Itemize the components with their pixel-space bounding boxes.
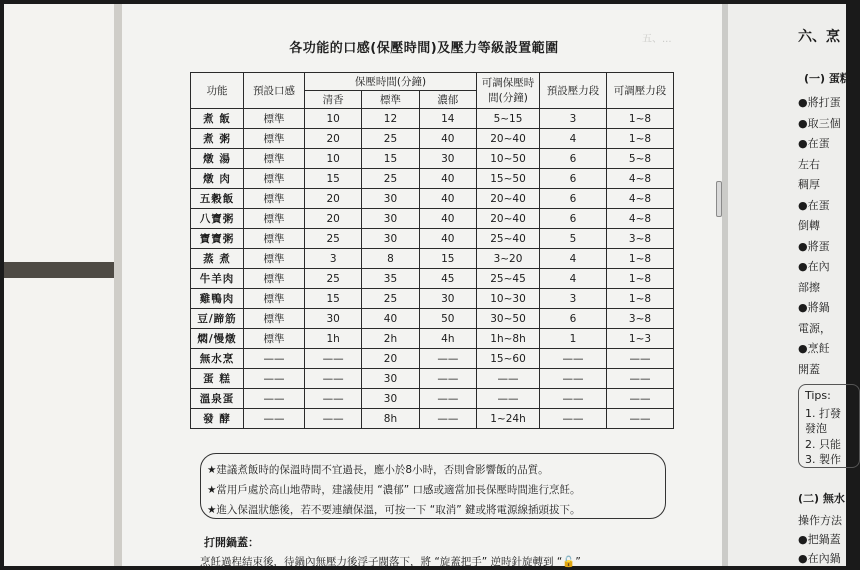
value-cell: 20~40 <box>477 129 540 149</box>
value-cell: 標準 <box>244 189 305 209</box>
section2-heading: (二) 無水 <box>798 492 845 505</box>
table-row <box>191 209 674 229</box>
value-cell: 1~8 <box>607 129 674 149</box>
value-cell: 1 <box>540 329 607 349</box>
table-row <box>191 349 674 369</box>
value-cell: 30~50 <box>477 309 540 329</box>
value-cell: 15 <box>305 289 362 309</box>
value-cell: 25 <box>305 269 362 289</box>
value-cell: 20 <box>305 209 362 229</box>
note-line: ★當用戶處於高山地帶時，建議使用 “濃郁” 口感或適當加長保壓時間進行烹飪。 <box>207 484 581 496</box>
value-cell: 50 <box>419 309 476 329</box>
value-cell: 6 <box>540 189 607 209</box>
header-function: 功能 <box>191 73 244 109</box>
value-cell: 6 <box>540 169 607 189</box>
value-cell: 4h <box>419 329 476 349</box>
value-cell: 1~8 <box>607 269 674 289</box>
value-cell: 40 <box>419 129 476 149</box>
value-cell: —— <box>305 389 362 409</box>
value-cell: 3 <box>540 109 607 129</box>
value-cell: 30 <box>362 369 419 389</box>
value-cell: 3~20 <box>477 249 540 269</box>
value-cell: 標準 <box>244 309 305 329</box>
value-cell: 標準 <box>244 249 305 269</box>
value-cell: 2h <box>362 329 419 349</box>
page-title: 各功能的口感(保壓時間)及壓力等級設置範圍 <box>289 41 559 56</box>
value-cell: 15~60 <box>477 349 540 369</box>
value-cell: —— <box>540 369 607 389</box>
header-hold-time: 保壓時間(分鐘) <box>305 73 477 91</box>
value-cell: 25~45 <box>477 269 540 289</box>
value-cell: —— <box>305 369 362 389</box>
table-row <box>191 249 674 269</box>
value-cell: —— <box>305 409 362 429</box>
note-line: ★進入保溫狀態後，若不要連續保溫，可按一下 “取消” 鍵或將電源線插頭拔下。 <box>207 504 581 516</box>
header-standard: 標準 <box>362 91 419 109</box>
next-page-line: ●將蛋 <box>798 239 830 253</box>
value-cell: —— <box>244 369 305 389</box>
next-page-line: 1. 打發 <box>805 406 841 420</box>
value-cell: 25 <box>362 289 419 309</box>
next-page-line: ●在蛋 <box>798 198 830 212</box>
next-page-line: 操作方法 <box>798 514 842 527</box>
table-row <box>191 149 674 169</box>
notes-box <box>200 453 666 519</box>
function-cell: 五穀飯 <box>191 189 244 209</box>
value-cell: 5~8 <box>607 149 674 169</box>
value-cell: 5~15 <box>477 109 540 129</box>
photo-frame <box>4 4 851 568</box>
value-cell: 40 <box>419 229 476 249</box>
value-cell: 15 <box>305 169 362 189</box>
value-cell: —— <box>419 369 476 389</box>
value-cell: —— <box>607 409 674 429</box>
value-cell: 14 <box>419 109 476 129</box>
value-cell: —— <box>540 409 607 429</box>
function-cell: 寶寶粥 <box>191 229 244 249</box>
value-cell: 20~40 <box>477 209 540 229</box>
next-page-line: ●把鍋蓋 <box>798 533 841 546</box>
value-cell: 20~40 <box>477 189 540 209</box>
next-page-line: 發泡 <box>805 422 827 435</box>
value-cell: 標準 <box>244 129 305 149</box>
value-cell: 標準 <box>244 169 305 189</box>
table-row <box>191 369 674 389</box>
function-cell: 無水烹 <box>191 349 244 369</box>
value-cell: 30 <box>419 289 476 309</box>
value-cell: —— <box>607 389 674 409</box>
value-cell: 40 <box>419 189 476 209</box>
value-cell: 4 <box>540 249 607 269</box>
table-row <box>191 229 674 249</box>
function-cell: 牛羊肉 <box>191 269 244 289</box>
value-cell: 1~8 <box>607 109 674 129</box>
function-cell: 燉 肉 <box>191 169 244 189</box>
value-cell: 10 <box>305 149 362 169</box>
open-lid-text: 烹飪過程結束後，待鍋內無壓力後浮子閥落下，將 “旋蓋把手” 逆時針旋轉到 “🔓” <box>200 556 581 568</box>
next-page-line: ●將打蛋 <box>798 96 841 109</box>
header-rich: 濃郁 <box>419 91 476 109</box>
value-cell: 8 <box>362 249 419 269</box>
value-cell: 4 <box>540 129 607 149</box>
table-row <box>191 129 674 149</box>
function-cell: 蛋 糕 <box>191 369 244 389</box>
value-cell: 30 <box>362 389 419 409</box>
value-cell: 標準 <box>244 109 305 129</box>
function-cell: 溫泉蛋 <box>191 389 244 409</box>
next-page-line: ●在蛋 <box>798 137 830 150</box>
next-page-line: 部擦 <box>798 280 820 294</box>
value-cell: 20 <box>305 129 362 149</box>
value-cell: 1~8 <box>607 289 674 309</box>
value-cell: 15 <box>419 249 476 269</box>
next-page-line: 倒轉 <box>798 219 820 232</box>
value-cell: 15 <box>362 149 419 169</box>
value-cell: —— <box>244 409 305 429</box>
value-cell: 30 <box>419 149 476 169</box>
table-row <box>191 289 674 309</box>
table-row <box>191 109 674 129</box>
value-cell: 35 <box>362 269 419 289</box>
table-row <box>191 389 674 409</box>
value-cell: 12 <box>362 109 419 129</box>
value-cell: —— <box>607 369 674 389</box>
value-cell: 標準 <box>244 149 305 169</box>
value-cell: 標準 <box>244 229 305 249</box>
function-cell: 發 酵 <box>191 409 244 429</box>
value-cell: 1~3 <box>607 329 674 349</box>
value-cell: 標準 <box>244 269 305 289</box>
function-cell: 蒸 煮 <box>191 249 244 269</box>
value-cell: 1h~8h <box>477 329 540 349</box>
value-cell: 1~24h <box>477 409 540 429</box>
value-cell: 30 <box>362 189 419 209</box>
bleed-through-text: 五、... <box>642 34 672 45</box>
value-cell: 15~50 <box>477 169 540 189</box>
value-cell: —— <box>540 349 607 369</box>
value-cell: 4~8 <box>607 209 674 229</box>
value-cell: 標準 <box>244 329 305 349</box>
value-cell: 25 <box>305 229 362 249</box>
value-cell: —— <box>540 389 607 409</box>
value-cell: —— <box>244 389 305 409</box>
background-wall <box>4 4 122 566</box>
next-page <box>728 4 851 566</box>
value-cell: 45 <box>419 269 476 289</box>
value-cell: 20 <box>305 189 362 209</box>
value-cell: 40 <box>362 309 419 329</box>
function-cell: 豆/蹄筋 <box>191 309 244 329</box>
value-cell: —— <box>477 369 540 389</box>
value-cell: 3~8 <box>607 309 674 329</box>
next-page-line: 稠厚 <box>798 178 820 191</box>
table-row <box>191 309 674 329</box>
value-cell: 4~8 <box>607 169 674 189</box>
next-page-line: ●在內 <box>798 260 830 273</box>
function-cell: 燜/慢燉 <box>191 329 244 349</box>
table-row <box>191 169 674 189</box>
value-cell: 10~50 <box>477 149 540 169</box>
value-cell: 30 <box>362 229 419 249</box>
value-cell: 20 <box>362 349 419 369</box>
table-row <box>191 329 674 349</box>
value-cell: 25 <box>362 169 419 189</box>
value-cell: 6 <box>540 309 607 329</box>
next-page-line: 2. 只能 <box>805 437 841 451</box>
value-cell: 10~30 <box>477 289 540 309</box>
value-cell: —— <box>477 389 540 409</box>
header-default-pressure: 預設壓力段 <box>540 73 607 109</box>
function-cell: 煮 飯 <box>191 109 244 129</box>
value-cell: 1h <box>305 329 362 349</box>
value-cell: 30 <box>305 309 362 329</box>
value-cell: 4~8 <box>607 189 674 209</box>
value-cell: 6 <box>540 149 607 169</box>
header-adjustable-pressure: 可調壓力段 <box>607 73 674 109</box>
next-page-line: ●在內鍋 <box>798 552 841 565</box>
value-cell: —— <box>419 349 476 369</box>
table-body <box>191 109 674 429</box>
header-default-taste: 預設口感 <box>244 73 305 109</box>
value-cell: 25~40 <box>477 229 540 249</box>
settings-table <box>190 72 674 429</box>
next-page-line: ●烹飪 <box>798 342 830 355</box>
tips-box <box>798 384 860 468</box>
next-page-subheading: (一) 蛋糕 <box>804 72 851 85</box>
table-row <box>191 189 674 209</box>
value-cell: 40 <box>419 169 476 189</box>
header-light: 清香 <box>305 91 362 109</box>
value-cell: 1~8 <box>607 249 674 269</box>
staple <box>716 181 722 217</box>
value-cell: —— <box>419 409 476 429</box>
value-cell: 8h <box>362 409 419 429</box>
value-cell: 40 <box>419 209 476 229</box>
value-cell: —— <box>607 349 674 369</box>
next-page-line: 電源， <box>798 321 831 335</box>
function-cell: 燉 湯 <box>191 149 244 169</box>
value-cell: 5 <box>540 229 607 249</box>
value-cell: 25 <box>362 129 419 149</box>
next-page-line: Tips: <box>805 389 831 402</box>
header-adjustable-time: 可調保壓時間(分鐘) <box>477 73 540 109</box>
note-line: ★建議煮飯時的保溫時間不宜過長，應小於8小時，否則會影響飯的品質。 <box>207 464 549 476</box>
value-cell: —— <box>244 349 305 369</box>
next-page-line: 開蓋 <box>798 362 820 376</box>
value-cell: 4 <box>540 269 607 289</box>
next-page-heading: 六、烹 <box>798 29 840 45</box>
next-page-line: 3. 製作 <box>805 453 841 466</box>
value-cell: —— <box>305 349 362 369</box>
value-cell: 標準 <box>244 209 305 229</box>
wall-seam <box>4 262 122 278</box>
table-row <box>191 409 674 429</box>
value-cell: 3 <box>305 249 362 269</box>
value-cell: 標準 <box>244 289 305 309</box>
table-row <box>191 269 674 289</box>
value-cell: —— <box>419 389 476 409</box>
value-cell: 30 <box>362 209 419 229</box>
function-cell: 八寶粥 <box>191 209 244 229</box>
function-cell: 雞鴨肉 <box>191 289 244 309</box>
manual-page <box>122 4 726 566</box>
value-cell: 3~8 <box>607 229 674 249</box>
value-cell: 6 <box>540 209 607 229</box>
open-lid-title: 打開鍋蓋： <box>204 536 259 549</box>
value-cell: 10 <box>305 109 362 129</box>
value-cell: 3 <box>540 289 607 309</box>
function-cell: 煮 粥 <box>191 129 244 149</box>
next-page-line: ●取三個 <box>798 116 841 130</box>
next-page-line: ●將鍋 <box>798 301 830 314</box>
next-page-line: 左右 <box>798 157 820 171</box>
